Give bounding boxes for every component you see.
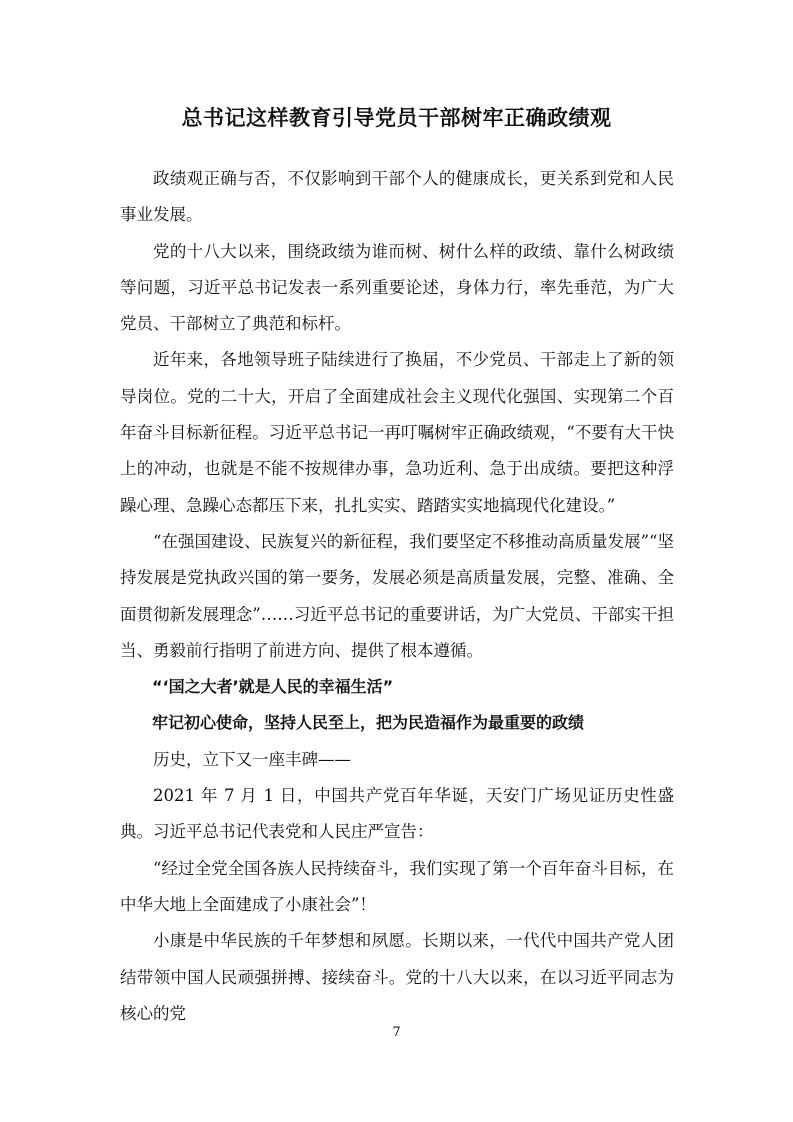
paragraph: “经过全党全国各族人民持续奋斗，我们实现了第一个百年奋斗目标，在中华大地上全面建成了小康社会”！ [120,858,674,914]
paragraph: 历史，立下又一座丰碑—— [153,749,351,769]
page-number: 7 [392,1025,401,1040]
paragraph: 2021 年 7 月 1 日，中国共产党百年华诞，天安门广场见证历史性盛典。习近平总书记代表党和人民庄严宣告： [120,786,674,842]
paragraph: 党的十八大以来，围绕政绩为谁而树、树什么样的政绩、靠什么树政绩等问题，习近平总书记发表一系列重要论述，身体力行，率先垂范，为广大党员、干部树立了典范和标杆。 [120,241,674,334]
paragraph: “在强国建设、民族复兴的新征程，我们要坚定不移推动高质量发展”“坚持发展是党执政兴国的第一要务，发展必须是高质量发展，完整、准确、全面贯彻新发展理念”……习近平总书记的重要讲话，为广大党员、干部实干担当、勇毅前行指明了前进方向、提供了根本遵循。 [120,531,674,660]
document-body [120,161,674,1032]
section-subheading: 牢记初心使命，坚持人民至上，把为民造福作为最重要的政绩 [152,713,585,733]
section-heading: “‘国之大者’就是人民的幸福生活” [152,677,394,697]
paragraph: 近年来，各地领导班子陆续进行了换届，不少党员、干部走上了新的领导岗位。党的二十大，开启了全面建成社会主义现代化强国、实现第二个百年奋斗目标新征程。习近平总书记一再叮嘱树牢正确政绩观，“不要有大干快上的冲动，也就是不能不按规律办事，急功近利、急于出成绩。要把这种浮躁心理、急躁心态都压下来，扎扎实实、踏踏实实地搞现代化建设。” [120,350,674,515]
document-title: 总书记这样教育引导党员干部树牢正确政绩观 [181,106,612,130]
paragraph: 小康是中华民族的千年梦想和夙愿。长期以来，一代代中国共产党人团结带领中国人民顽强拼搏、接续奋斗。党的十八大以来，在以习近平同志为核心的党 [120,931,674,1023]
paragraph: 政绩观正确与否，不仅影响到干部个人的健康成长，更关系到党和人民事业发展。 [120,169,674,225]
